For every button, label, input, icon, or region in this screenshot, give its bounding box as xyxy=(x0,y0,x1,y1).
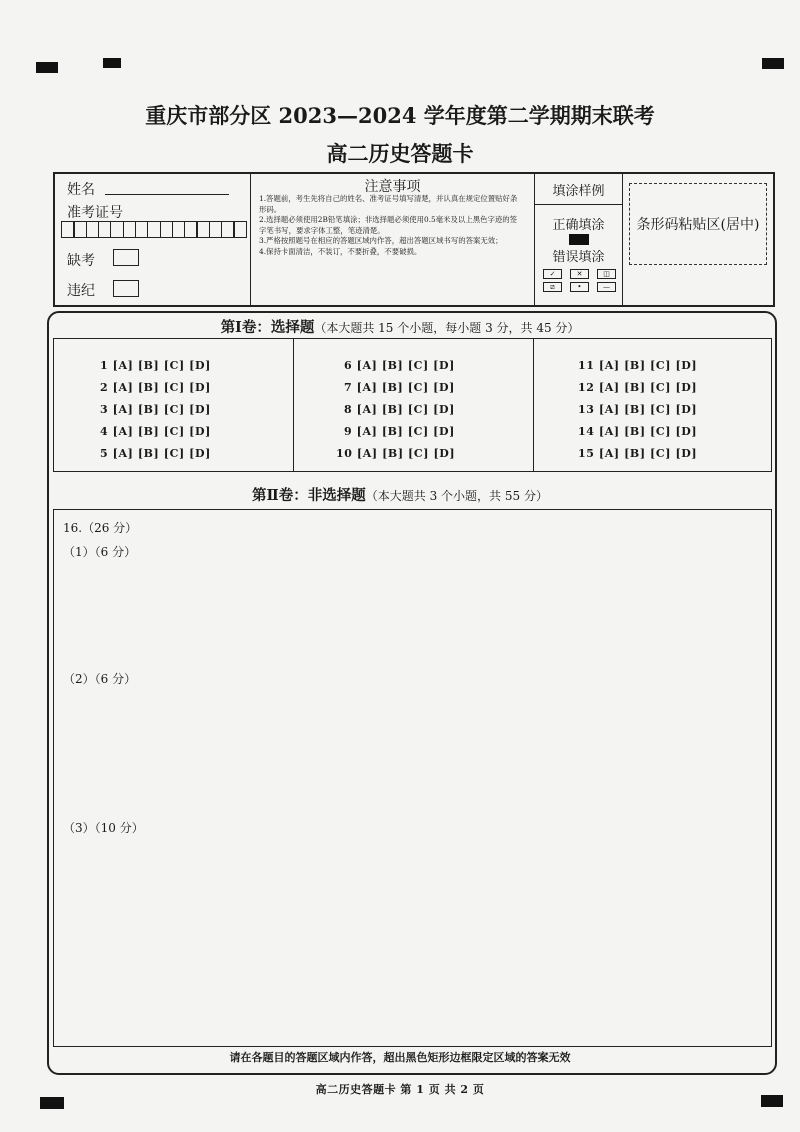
violation-label: 违纪 xyxy=(67,283,95,299)
wrong-fill-cross-icon: ✕ xyxy=(570,269,589,279)
wrong-fill-examples-row-1 xyxy=(543,269,616,279)
correct-fill-example xyxy=(569,234,589,245)
choice-question[interactable]: 1 [A] [B] [C] [D] xyxy=(100,359,211,372)
divider xyxy=(535,204,622,205)
question-16-part-1: （1）（6 分） xyxy=(63,545,137,559)
notice-title: 注意事项 xyxy=(364,179,421,195)
section-1-header xyxy=(0,316,800,337)
area-warning: 请在各题目的答题区域内作答，超出黑色矩形边框限定区域的答案无效 xyxy=(229,1051,571,1064)
id-number-boxes[interactable] xyxy=(61,221,246,238)
choice-question[interactable]: 6 [A] [B] [C] [D] xyxy=(344,359,455,372)
fill-sample-cell xyxy=(535,174,623,305)
choice-question[interactable]: 10 [A] [B] [C] [D] xyxy=(336,447,456,460)
choice-question[interactable]: 4 [A] [B] [C] [D] xyxy=(100,425,211,438)
page-footer: 高二历史答题卡 第 1 页 共 2 页 xyxy=(315,1083,485,1096)
wrong-fill-dot-icon: • xyxy=(570,282,589,292)
registration-mark-top-left-a xyxy=(36,62,58,73)
barcode-area xyxy=(629,183,767,265)
name-label: 姓名 xyxy=(67,182,95,198)
choice-grid xyxy=(53,338,772,472)
choice-question[interactable]: 11 [A] [B] [C] [D] xyxy=(578,359,698,372)
info-table xyxy=(53,172,775,307)
wrong-fill-partial-icon: ◫ xyxy=(597,269,616,279)
question-16-part-2: （2）（6 分） xyxy=(63,672,137,686)
registration-mark-top-left-b xyxy=(103,58,121,68)
student-info-cell xyxy=(55,174,251,305)
wrong-fill-label: 错误填涂 xyxy=(552,250,605,265)
absent-box[interactable] xyxy=(113,249,139,266)
notice-list xyxy=(259,194,524,258)
registration-mark-top-right xyxy=(762,58,784,69)
wrong-fill-examples-row-2 xyxy=(543,282,616,292)
notice-item: 4.保持卡面清洁，不装订，不要折叠，不要破损。 xyxy=(259,246,422,256)
wrong-fill-slash-icon: ⧄ xyxy=(543,282,562,292)
choice-question[interactable]: 3 [A] [B] [C] [D] xyxy=(100,403,211,416)
question-16-label: 16.（26 分） xyxy=(63,521,138,535)
section-2-title: 第Ⅱ卷：非选择题 xyxy=(252,487,366,504)
notice-cell xyxy=(251,174,535,305)
correct-fill-label: 正确填涂 xyxy=(552,218,605,233)
id-label: 准考证号 xyxy=(67,205,123,221)
choice-column xyxy=(54,339,293,471)
choice-question[interactable]: 5 [A] [B] [C] [D] xyxy=(100,447,211,460)
answer-area-question-16[interactable] xyxy=(53,509,772,1047)
question-16-part-3: （3）（10 分） xyxy=(63,821,144,835)
exam-title: 重庆市部分区 2023—2024 学年度第二学期期末联考 xyxy=(145,103,655,128)
notice-item: 1.答题前，考生先将自己的姓名、准考证号填写清楚，并认真在规定位置贴好条形码。 xyxy=(259,194,518,214)
violation-box[interactable] xyxy=(113,280,139,297)
section-1-note: （本大题共 15 个小题，每小题 3 分，共 45 分） xyxy=(314,321,580,335)
section-2-note: （本大题共 3 个小题，共 55 分） xyxy=(365,489,548,503)
choice-question[interactable]: 15 [A] [B] [C] [D] xyxy=(578,447,698,460)
choice-question[interactable]: 2 [A] [B] [C] [D] xyxy=(100,381,211,394)
section-2-header xyxy=(0,484,800,505)
section-1-title: 第Ⅰ卷：选择题 xyxy=(220,319,315,336)
notice-item: 2.选择题必须使用2B铅笔填涂；非选择题必须使用0.5毫米及以上黑色字迹的签字笔书写，要求字体工整，笔迹清楚。 xyxy=(259,215,518,235)
notice-item: 3.严格按照题号在相应的答题区域内作答，超出答题区域书写的答案无效； xyxy=(259,236,503,246)
fill-sample-title: 填涂样例 xyxy=(552,184,605,199)
choice-column xyxy=(293,339,534,471)
choice-question[interactable]: 12 [A] [B] [C] [D] xyxy=(578,381,698,394)
choice-question[interactable]: 7 [A] [B] [C] [D] xyxy=(344,381,455,394)
wrong-fill-line-icon: — xyxy=(597,282,616,292)
card-subtitle: 高二历史答题卡 xyxy=(326,141,474,166)
wrong-fill-check-icon: ✓ xyxy=(543,269,562,279)
barcode-label: 条形码粘贴区(居中) xyxy=(636,217,760,233)
absent-label: 缺考 xyxy=(67,253,95,269)
choice-question[interactable]: 14 [A] [B] [C] [D] xyxy=(578,425,698,438)
choice-column xyxy=(533,339,771,471)
choice-question[interactable]: 13 [A] [B] [C] [D] xyxy=(578,403,698,416)
registration-mark-bottom-left xyxy=(40,1097,64,1109)
name-field[interactable] xyxy=(105,194,229,195)
choice-question[interactable]: 9 [A] [B] [C] [D] xyxy=(344,425,455,438)
choice-question[interactable]: 8 [A] [B] [C] [D] xyxy=(344,403,455,416)
barcode-cell xyxy=(623,174,773,305)
